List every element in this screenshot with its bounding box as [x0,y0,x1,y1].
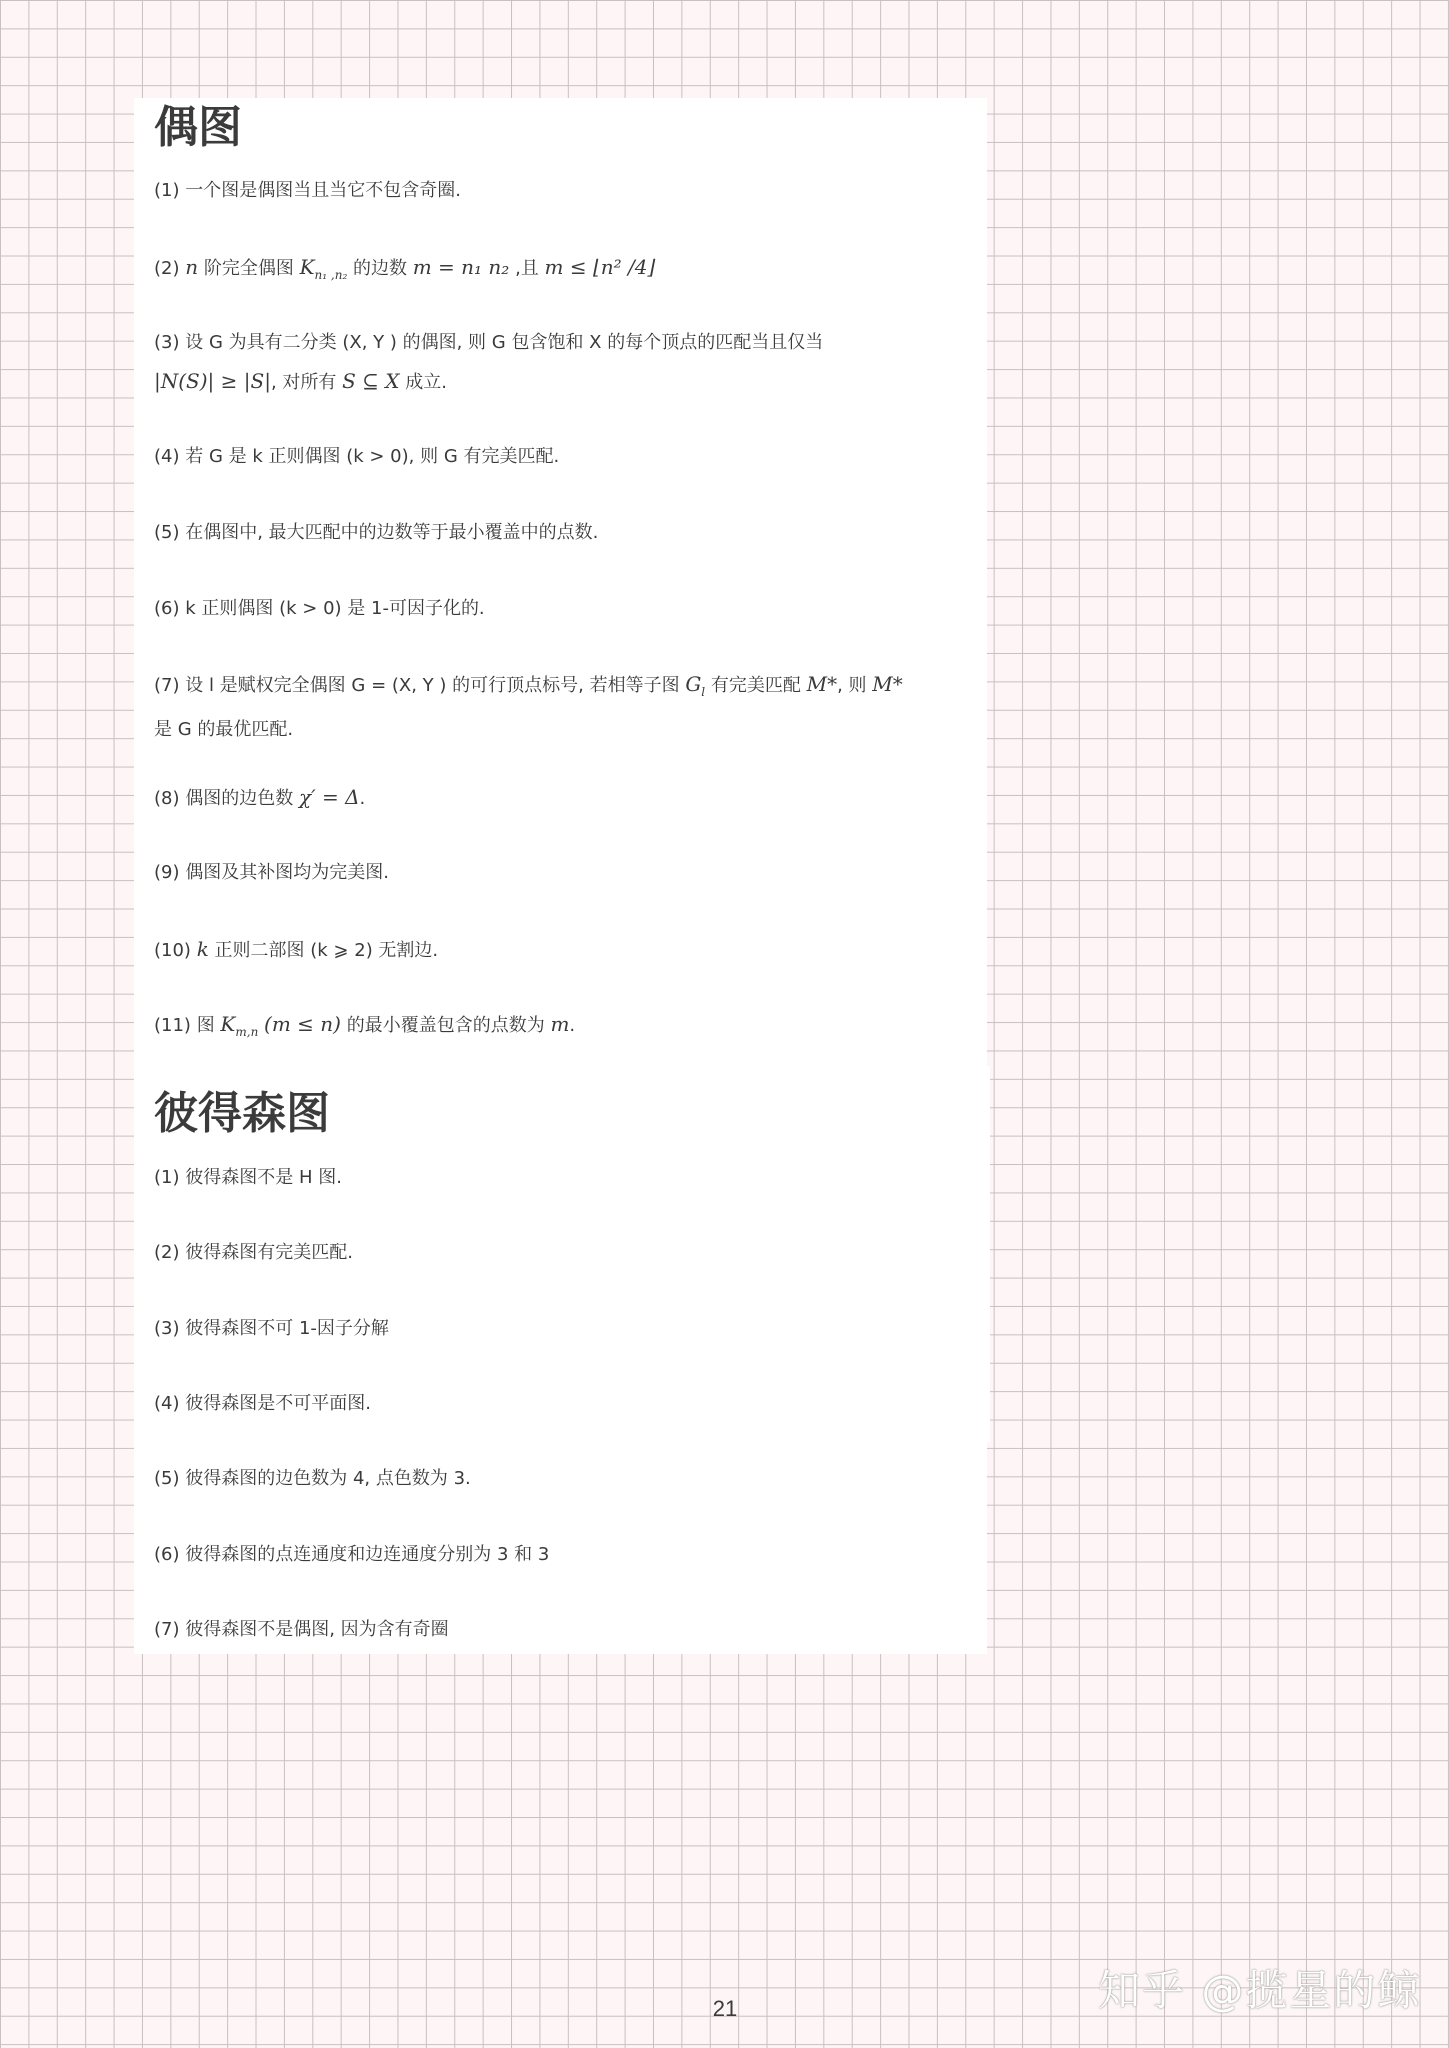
list-item [154,590,974,628]
item-text: 一个图是偶图当且当它不包含奇圈. [185,180,461,201]
list-item [154,1159,974,1197]
item-number: (1) [154,180,180,201]
item-text: 在偶图中, 最大匹配中的边数等于最小覆盖中的点数. [185,522,599,543]
item-text: 正则二部图 (k ⩾ 2) 无割边. [214,940,439,961]
item-text: 偶图及其补图均为完美图. [185,862,389,883]
math-edge-chromatic: χ′ = Δ [298,785,360,809]
item-text: 的边数 [353,258,407,279]
item-number: (7) [154,1619,180,1640]
list-item [154,854,974,892]
list-item [154,248,974,294]
list-item [154,1310,974,1348]
item-number: (7) [154,675,180,696]
item-text: 彼得森图是不可平面图. [185,1393,371,1414]
item-text: 彼得森图的点连通度和边连通度分别为 3 和 3 [185,1544,550,1565]
item-number: (4) [154,446,180,467]
list-item [154,1460,974,1498]
item-text: 设 G 为具有二分类 (X, Y ) 的偶图, 则 G 包含饱和 X 的每个顶点的匹配当且仅当 [185,332,824,353]
item-text: 成立. [405,372,448,393]
item-text: 阶完全偶图 [203,258,294,279]
list-item [154,930,974,970]
item-number: (11) [154,1015,191,1036]
item-number: (5) [154,1468,180,1489]
list-item [154,1234,974,1272]
item-text: 是 G 的最优匹配. [154,719,294,740]
watermark: 知乎 @揽星的鲸 [1098,1966,1422,2015]
list-item [154,172,974,210]
item-text: 彼得森图的边色数为 4, 点色数为 3. [185,1468,471,1489]
item-text: k 正则偶图 (k > 0) 是 1-可因子化的. [185,598,485,619]
section-title-petersen: 彼得森图 [154,1088,330,1139]
math-inequality: m ≤ ⌊n² /4⌋ [544,255,656,279]
math-matching: M* [872,672,903,696]
math-m: m [550,1012,570,1036]
list-item [154,324,974,402]
item-text: , 对所有 [270,372,337,393]
item-number: (5) [154,522,180,543]
item-text: . [359,788,366,809]
section-title-bipartite: 偶图 [154,102,242,153]
list-item [154,1005,974,1051]
item-text: , 则 [837,675,867,696]
math-equality-subgraph: $G_l$ [685,672,706,699]
item-text: 图 [196,1015,215,1036]
item-text: 彼得森图不是 H 图. [185,1167,342,1188]
math-n: n [185,255,199,279]
item-text: 设 l 是赋权完全偶图 G = (X, Y ) 的可行顶点标号, 若相等子图 [185,675,680,696]
item-text: ,且 [515,258,539,279]
math-subset: S ⊆ X [342,369,400,393]
item-number: (3) [154,1318,180,1339]
item-text: 有完美匹配 [710,675,801,696]
item-text: 彼得森图不是偶图, 因为含有奇圈 [185,1619,449,1640]
item-text: 偶图的边色数 [185,788,294,809]
list-item [154,1611,974,1649]
item-text: . [569,1015,576,1036]
item-number: (2) [154,258,180,279]
item-number: (9) [154,862,180,883]
math-complete-bipartite: $K_{m,n}$ [220,1012,259,1039]
math-k: k [196,937,209,961]
item-number: (6) [154,598,180,619]
item-text: 彼得森图有完美匹配. [185,1242,353,1263]
math-hall-condition: |N(S)| ≥ |S| [154,369,271,393]
item-number: (6) [154,1544,180,1565]
item-number: (4) [154,1393,180,1414]
item-number: (2) [154,1242,180,1263]
item-number: (8) [154,788,180,809]
list-item [154,778,974,818]
sheet-edge [987,1066,990,1442]
item-text: 彼得森图不可 1-因子分解 [185,1318,389,1339]
list-item [154,514,974,552]
item-number: (1) [154,1167,180,1188]
math-matching: M* [806,672,838,696]
list-item [154,1385,974,1423]
item-text: 的最小覆盖包含的点数为 [346,1015,545,1036]
math-condition: (m ≤ n) [264,1012,341,1036]
list-item [154,1536,974,1574]
math-edge-count: m = n₁ n₂ [412,255,510,279]
item-number: (3) [154,332,180,353]
item-number: (10) [154,940,191,961]
list-item [154,665,974,749]
item-text: 若 G 是 k 正则偶图 (k > 0), 则 G 有完美匹配. [185,446,560,467]
math-complete-bipartite: $K_{n_1 ,n_2}$ [299,255,348,282]
list-item [154,438,974,476]
page-number: 21 [712,1996,738,2021]
